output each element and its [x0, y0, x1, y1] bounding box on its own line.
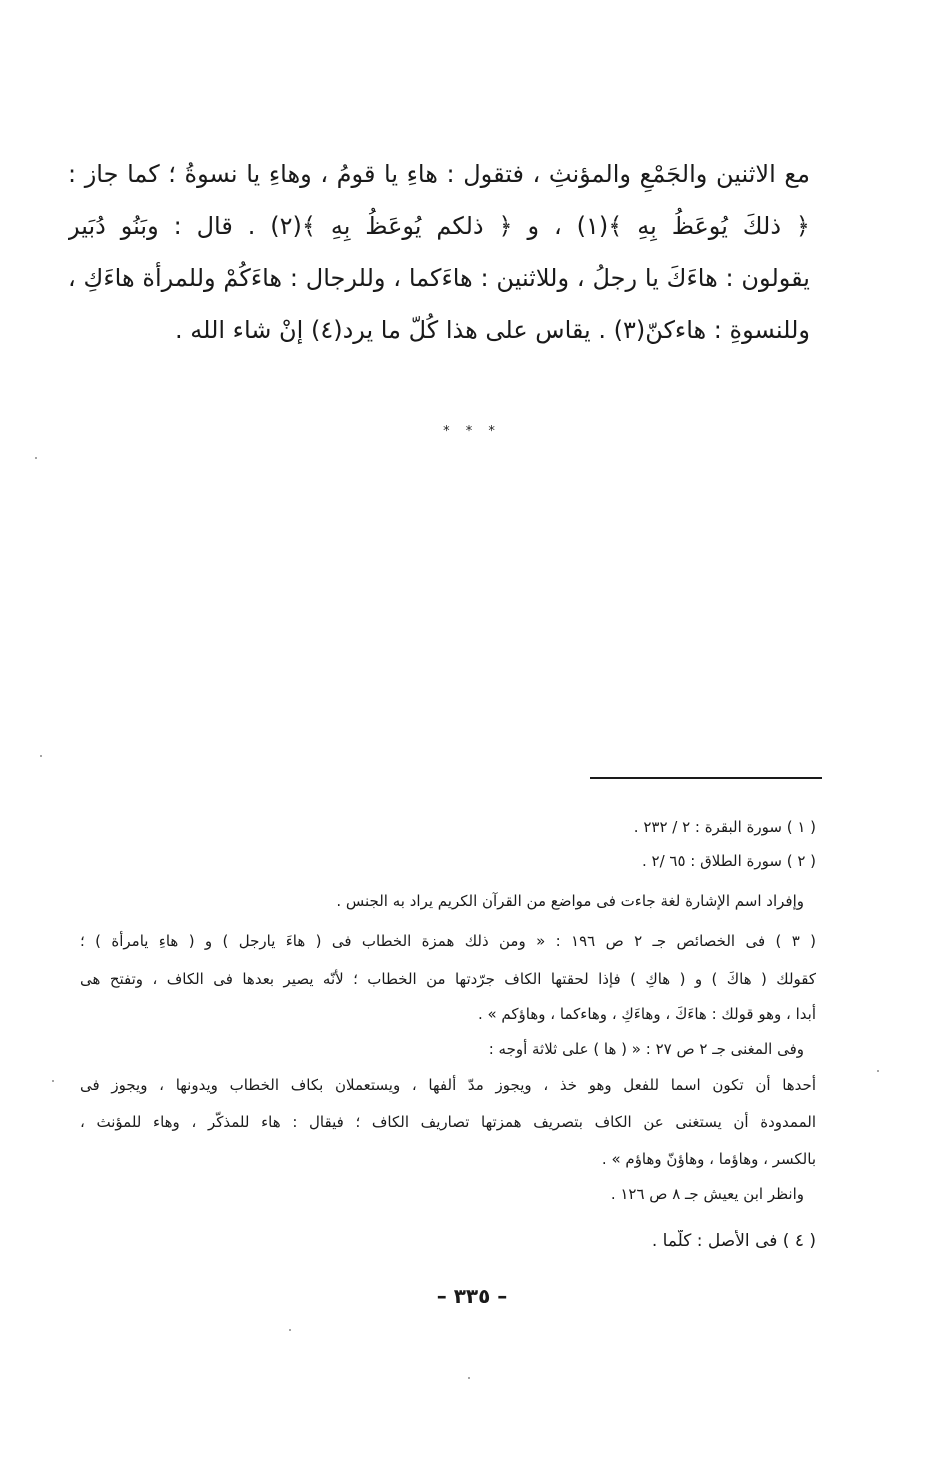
scan-speck	[468, 1377, 470, 1379]
footnote-line: وانظر ابن يعيش جـ ٨ ص ١٢٦ .	[610, 1185, 804, 1203]
page-number: – ٣٣٥ –	[436, 1284, 508, 1308]
footnote-2: ( ٢ ) سورة الطلاق : ٦٥ /٢ .	[641, 852, 816, 870]
text-line: ﴿ ذلكَ يُوعَظُ بِهِ ﴾(١) ، و ﴿ ذلكم يُوعَظُ بِهِ ﴾(٢) . قال : وبَنُو دُبَير	[68, 212, 810, 240]
scan-speck	[289, 1329, 291, 1331]
main-text	[68, 148, 810, 356]
text-line: يقولون : هاءَكَ يا رجلُ ، وللاثنين : هاءَكما ، وللرجال : هاءَكُمْ وللمرأة هاءَكِ ،	[68, 264, 810, 292]
section-separator: * * *	[443, 424, 501, 439]
scan-speck	[40, 755, 42, 757]
footnote-line: أحدها أن تكون اسما للفعل وهو خذ ، ويجوز مدّ ألفها ، ويستعملان بكاف الخطاب ويدونها ، ويجوز فى	[80, 1076, 816, 1094]
footnote-4: ( ٤ ) فى الأصل : كلّما .	[651, 1231, 816, 1251]
footnote-line: وإفراد اسم الإشارة لغة جاءت فى مواضع من القرآن الكريم يراد به الجنس .	[336, 892, 804, 910]
footnote-line: بالكسر ، وهاؤما ، وهاؤنّ وهاؤم » .	[601, 1150, 816, 1168]
footnote-line: وفى المغنى جـ ٢ ص ٢٧ : « ( ها ) على ثلاثة أوجه :	[488, 1040, 804, 1058]
footnote-line: كقولك ( هاكَ ) و ( هاكِ ) فإذا لحقتها الكاف جرّدتها من الخطاب ؛ لأنّه يصير بعدها فى الكاف ، وتفتح هى	[80, 970, 816, 988]
text-line: مع الاثنين والجَمْعِ والمؤنثِ ، فتقول : هاءِ يا قومُ ، وهاءِ يا نسوةُ ؛ كما جاز :	[68, 160, 810, 188]
footnote-line: الممدودة أن يستغنى عن الكاف بتصريف همزتها تصاريف الكاف ؛ فيقال : هاء للمذكّر ، وهاء للمؤنث ،	[80, 1113, 816, 1131]
footnote-1: ( ١ ) سورة البقرة : ٢ / ٢٣٢ .	[633, 818, 816, 836]
footnote-3: ( ٣ ) فى الخصائص جـ ٢ ص ١٩٦ : « ومن ذلك همزة الخطاب فى ( هاءَ يارجل ) و ( هاءِ يامرأة ) ؛	[80, 932, 816, 950]
footnote-line: أبدا ، وهو قولك : هاءَكَ ، وهاءَكِ ، وهاءكما ، وهاؤكم » .	[477, 1005, 816, 1023]
scan-speck	[877, 1070, 879, 1072]
footnote-divider	[590, 777, 822, 779]
text-line: وللنسوةِ : هاءكنّ(٣) . يقاس على هذا كُلّ ما يرد(٤) إنْ شاء الله .	[175, 316, 810, 344]
scan-speck	[52, 1080, 54, 1082]
scan-speck	[35, 457, 37, 459]
